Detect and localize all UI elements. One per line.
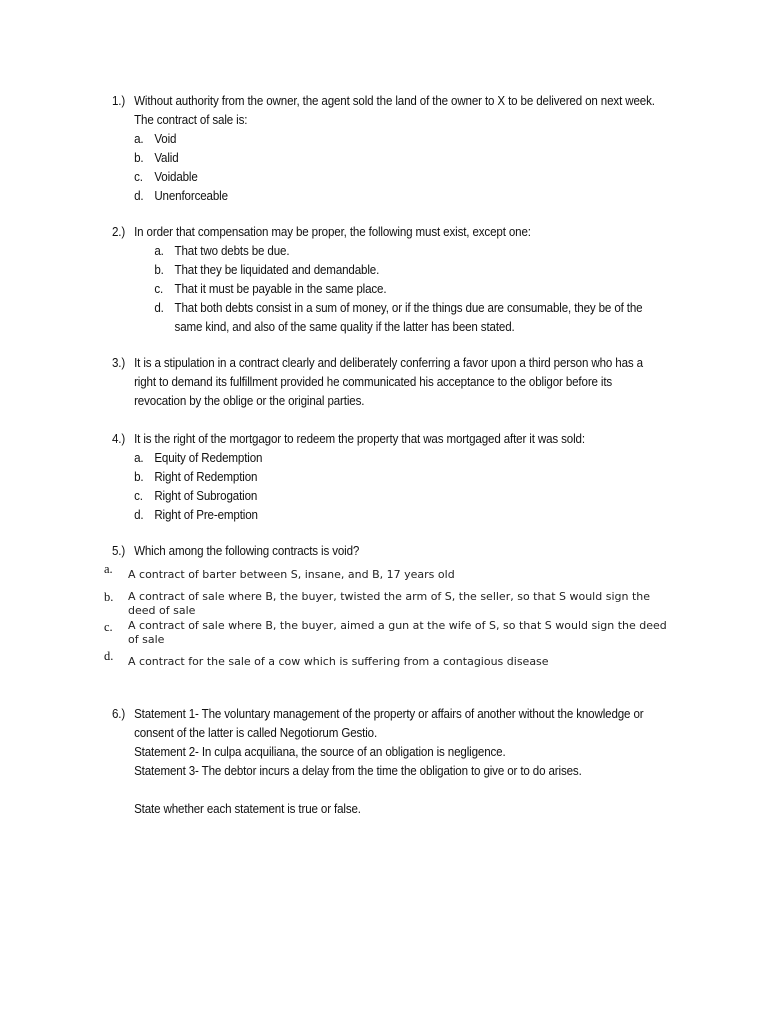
question-text: It is a stipulation in a contract clearly and deliberately conferring a favor upon a third person who has a right to demand its fulfillment provided he communicated his acceptance to the obligor before its revocation by the oblige or the original parties. — [134, 356, 643, 408]
question-number: 2.) — [112, 225, 126, 239]
option-text: A contract of sale where B, the buyer, twisted the arm of S, the seller, so that S would sign the deed of sale — [128, 590, 651, 617]
option-letter: c. — [134, 170, 143, 184]
question-number: 1.) — [112, 94, 126, 108]
question-3 — [112, 354, 664, 411]
option-letter: b. — [154, 263, 164, 277]
option-letter: b. — [104, 590, 114, 604]
option-letter: d. — [134, 508, 144, 522]
option-d — [134, 506, 664, 525]
option-d — [154, 299, 664, 337]
option-text: Voidable — [154, 170, 198, 184]
statement-1: Statement 1- The voluntary management of the property or affairs of another without the knowledge or consent of the latter is called Negotiorum Gestio. — [134, 707, 644, 740]
option-text: That both debts consist in a sum of money, or if the things due are consumable, they be of the same kind, and also of the same quality if the latter has been stated. — [174, 301, 643, 334]
option-d — [134, 187, 664, 206]
option-text: Void — [154, 132, 177, 146]
option-letter: a. — [134, 451, 144, 465]
question-text: Without authority from the owner, the agent sold the land of the owner to X to be delivered on next week. The contract of sale is: — [134, 94, 655, 127]
question-number: 5.) — [112, 544, 126, 558]
question-text: In order that compensation may be proper, the following must exist, except one: — [134, 225, 531, 239]
question-text: It is the right of the mortgagor to redeem the property that was mortgaged after it was sold: — [134, 432, 585, 446]
options-list — [134, 449, 664, 525]
option-text: That they be liquidated and demandable. — [174, 263, 380, 277]
option-b — [134, 149, 664, 168]
option-text: Valid — [154, 151, 179, 165]
option-text: Right of Pre-emption — [154, 508, 258, 522]
option-c — [154, 280, 664, 299]
spacer — [134, 781, 664, 800]
question-number: 4.) — [112, 432, 126, 446]
option-letter: b. — [134, 470, 144, 484]
question-number: 6.) — [112, 707, 126, 721]
question-6 — [112, 705, 664, 819]
statements-block — [134, 705, 664, 819]
option-text: A contract of sale where B, the buyer, aimed a gun at the wife of S, so that S would sign the deed of sale — [128, 619, 667, 646]
option-text: Equity of Redemption — [154, 451, 263, 465]
option-letter: a. — [154, 244, 164, 258]
statement-3: Statement 3- The debtor incurs a delay from the time the obligation to give or to do arises. — [134, 764, 582, 778]
option-letter: d. — [134, 189, 144, 203]
question-1 — [112, 92, 664, 206]
option-a — [134, 449, 664, 468]
option-letter: a. — [134, 132, 144, 146]
question-number: 3.) — [112, 356, 126, 370]
option-text: Unenforceable — [154, 189, 228, 203]
option-c — [134, 168, 664, 187]
question-text: Which among the following contracts is void? — [134, 544, 360, 558]
question-5 — [112, 542, 664, 561]
instruction-text: State whether each statement is true or false. — [134, 802, 361, 816]
option-letter: c. — [104, 620, 113, 634]
options-list — [134, 130, 664, 206]
option-letter: b. — [134, 151, 144, 165]
option-text: That it must be payable in the same place. — [174, 282, 387, 296]
option-b — [154, 261, 664, 280]
question-4 — [112, 430, 664, 525]
option-b — [134, 468, 664, 487]
option-text: That two debts be due. — [174, 244, 290, 258]
option-letter: c. — [154, 282, 164, 296]
question-2 — [112, 223, 664, 337]
option-letter: d. — [154, 301, 164, 315]
option-a — [154, 242, 664, 261]
option-a — [134, 130, 664, 149]
option-c — [134, 487, 664, 506]
statement-2: Statement 2- In culpa acquiliana, the source of an obligation is negligence. — [134, 745, 506, 759]
option-letter: d. — [104, 649, 114, 663]
option-text: Right of Subrogation — [154, 489, 258, 503]
option-text: A contract for the sale of a cow which is suffering from a contagious disease — [128, 655, 549, 668]
option-text: Right of Redemption — [154, 470, 258, 484]
option-letter: c. — [134, 489, 143, 503]
option-text: A contract of barter between S, insane, and B, 17 years old — [128, 568, 455, 581]
option-letter: a. — [104, 562, 113, 576]
options-list — [154, 242, 664, 337]
